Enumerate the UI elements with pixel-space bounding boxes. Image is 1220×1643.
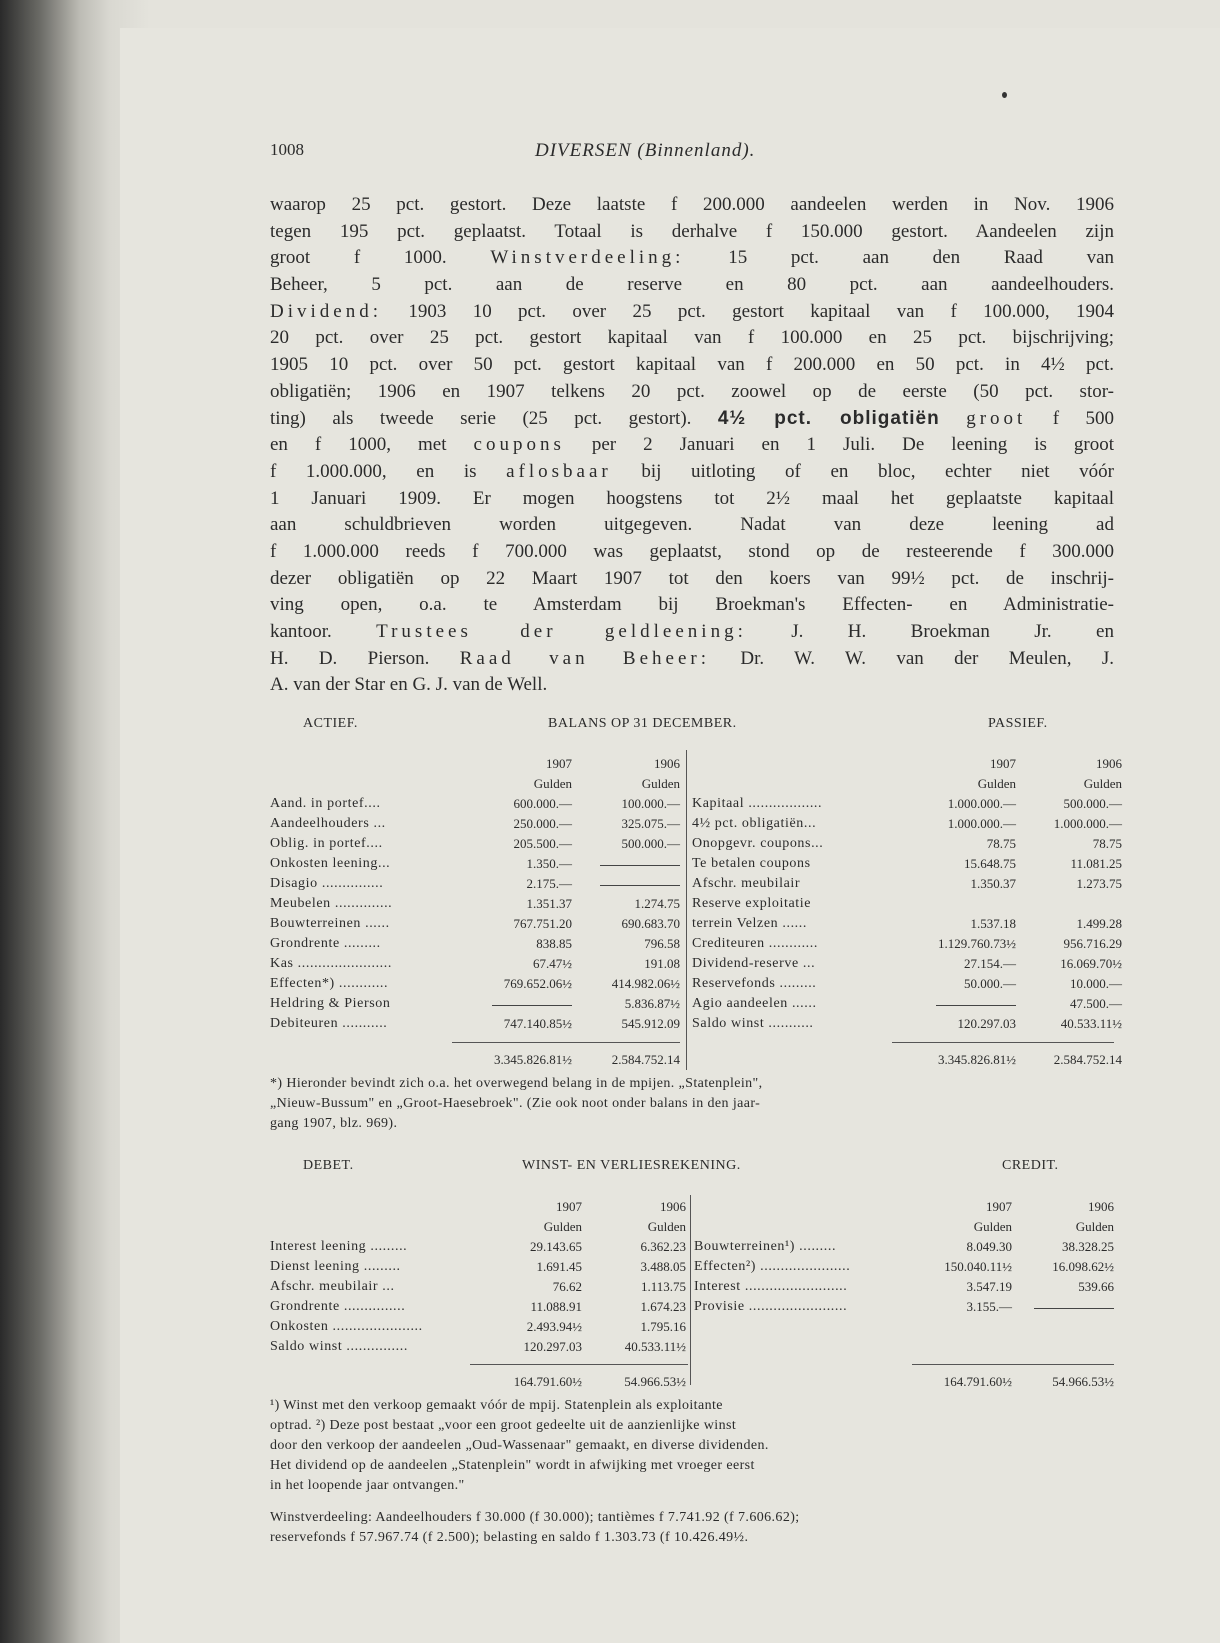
text-line: ting) als tweede serie (25 pct. gestort). 4½ pct. obligatiën groot f 500 — [270, 407, 1115, 429]
balans-actief-table: 1907 1906 Gulden Gulden Aand. in portef.... 600.000.— 100.000.— Aandeelhouders ... 250.000.— 325.075.— Oblig. in portef.... 205.500.— 500.000.— Onkosten leening... 1.350.— Disagio ............... 2.175.— Meubelen .............. 1.351.37 1.274.75 Bouwterreinen ...... 767.751.20 690.683.70 Grondrente ......... 838.85 796.58 Kas ....................... 67.47½ 191.08 Effecten*) ............ 769.652.06½ 414.982.06½ Heldring & Pierson 5.836.87½ Debiteuren ........... 747.140.85½ 545.912.09 — [270, 756, 680, 1031]
row-label: Dienst leening ......... — [270, 1259, 401, 1274]
winst-left-totals: 164.791.60½ 54.966.53½ — [513, 1374, 686, 1389]
row-label: Onkosten ...................... — [270, 1319, 423, 1334]
row-label: Provisie ........................ — [694, 1299, 848, 1314]
row-value: 11.088.91 — [530, 1299, 582, 1314]
row-value: 1.273.75 — [1076, 876, 1122, 891]
balans-footnote: *) Hieronder bevindt zich o.a. het overwegend belang in de mpijen. „Statenplein", „Nieuw-Bussum" en „Groot-Haesebroek". (Zie ook noot onder balans in den jaar- gang 1907, blz. 969). — [270, 1076, 763, 1131]
row-label: Afschr. meubilair ... — [270, 1279, 395, 1294]
text-line: aan schuldbrieven worden uitgegeven. Nadat van deze leening ad — [270, 514, 1114, 536]
row-label: Saldo winst ............... — [270, 1339, 408, 1354]
spaced-heading: coupons — [473, 434, 565, 456]
row-label: Aand. in portef.... — [270, 796, 381, 811]
total-rule — [892, 1042, 1114, 1043]
row-value: 3.547.19 — [966, 1279, 1012, 1294]
row-value: 78.75 — [1092, 836, 1122, 851]
row-label: Debiteuren ........... — [270, 1016, 388, 1031]
row-value: 150.040.11½ — [944, 1259, 1012, 1274]
text-line: tegen 195 pct. geplaatst. Totaal is derhalve f 150.000 gestort. Aandeelen zijn — [270, 220, 1114, 242]
table-row — [270, 972, 680, 992]
table-row — [692, 1012, 1122, 1032]
table-row — [270, 1335, 686, 1355]
row-label: Meubelen .............. — [270, 896, 393, 911]
column-rule — [690, 1195, 691, 1385]
table-row — [694, 1275, 1114, 1295]
row-value: 690.683.70 — [621, 916, 680, 931]
dash-rule — [936, 1005, 1016, 1006]
row-value: 796.58 — [644, 936, 680, 951]
text-line: 20 pct. over 25 pct. gestort kapitaal van f 100.000 en 25 pct. bijschrijving; — [270, 327, 1114, 349]
total-rule — [470, 1364, 688, 1365]
table-row — [692, 912, 1122, 932]
row-value: 50.000.— — [964, 976, 1016, 991]
row-label: Grondrente ......... — [270, 936, 381, 951]
row-label: Effecten²) ...................... — [694, 1259, 851, 1274]
row-value: 600.000.— — [513, 796, 572, 811]
table-row — [270, 832, 680, 852]
balans-right-totals: 3.345.826.81½ 2.584.752.14 — [938, 1052, 1122, 1067]
row-value: 27.154.— — [964, 956, 1016, 971]
row-value: 1.350.— — [526, 856, 572, 871]
row-value: 5.836.87½ — [624, 996, 680, 1011]
winst-footnote: ¹) Winst met den verkoop gemaakt vóór de mpij. Statenplein als exploitante optrad. ²) Deze post bestaat „voor een groot gedeelte uit de aanzienlijke winst door den verkoop der aandeelen „Oud-Wassenaar" gemaakt, en diverse dividenden. Het dividend op de aandeelen „Statenplein" wordt in afwijking met vroeger eerst in het loopende jaar ontvangen." — [270, 1398, 769, 1493]
row-value — [572, 872, 680, 892]
balans-left-heading: ACTIEF. — [303, 716, 358, 731]
row-label: Bouwterreinen ...... — [270, 916, 390, 931]
row-label: Te betalen coupons — [692, 856, 811, 871]
row-value: 3.155.— — [966, 1299, 1012, 1314]
table-row — [692, 852, 1122, 872]
row-label: Onkosten leening... — [270, 856, 391, 871]
row-value: 1.000.000.— — [1053, 816, 1122, 831]
row-label: Interest leening ......... — [270, 1239, 408, 1254]
dash-rule — [600, 865, 680, 866]
row-value: 1.129.760.73½ — [938, 936, 1016, 951]
row-label: Afschr. meubilair — [692, 876, 801, 891]
row-value: 956.716.29 — [1063, 936, 1122, 951]
row-value: 1.537.18 — [970, 916, 1016, 931]
row-label: Onopgevr. coupons... — [692, 836, 824, 851]
table-row — [692, 952, 1122, 972]
table-row — [694, 1295, 1114, 1315]
table-row — [692, 892, 1122, 912]
row-value — [902, 992, 1016, 1012]
table-row — [692, 972, 1122, 992]
row-label: 4½ pct. obligatiën... — [692, 816, 817, 831]
winst-left-heading: DEBET. — [303, 1158, 354, 1173]
row-value: 100.000.— — [621, 796, 680, 811]
row-label: Reserve exploitatie — [692, 896, 812, 911]
column-rule — [686, 750, 687, 1070]
text-line: obligatiën; 1906 en 1907 telkens 20 pct. zoowel op de eerste (50 pct. stor- — [270, 380, 1114, 402]
bold-heading: 4½ pct. obligatiën — [717, 407, 940, 429]
row-value: 47.500.— — [1070, 996, 1122, 1011]
row-value: 15.648.75 — [964, 856, 1016, 871]
row-label: Heldring & Pierson — [270, 996, 391, 1011]
table-row — [692, 872, 1122, 892]
row-value: 6.362.23 — [640, 1239, 686, 1254]
row-label: Kas ....................... — [270, 956, 392, 971]
row-label: Oblig. in portef.... — [270, 836, 383, 851]
row-value: 8.049.30 — [966, 1239, 1012, 1254]
row-value: 40.533.11½ — [1060, 1016, 1122, 1031]
spaced-heading: Dividend: — [270, 300, 382, 322]
table-row — [270, 1012, 680, 1032]
row-label: Interest ......................... — [694, 1279, 848, 1294]
row-label: Effecten*) ............ — [270, 976, 389, 991]
page-number: 1008 — [270, 140, 304, 159]
row-label: Kapitaal .................. — [692, 796, 823, 811]
row-value: 1.499.28 — [1076, 916, 1122, 931]
row-value: 10.000.— — [1070, 976, 1122, 991]
row-value: 38.328.25 — [1062, 1239, 1114, 1254]
row-label: Crediteuren ............ — [692, 936, 818, 951]
row-value: 120.297.03 — [957, 1016, 1016, 1031]
text-line: A. van der Star en G. J. van de Well. — [270, 674, 548, 696]
row-value: 205.500.— — [513, 836, 572, 851]
spaced-heading: Trustees der geldleening: — [376, 621, 747, 642]
row-value: 29.143.65 — [530, 1239, 582, 1254]
row-value: 3.488.05 — [640, 1259, 686, 1274]
total-rule — [452, 1042, 680, 1043]
table-row — [270, 1255, 686, 1275]
text-line: dezer obligatiën op 22 Maart 1907 tot den koers van 99½ pct. de inschrij- — [270, 567, 1114, 589]
table-row — [270, 1295, 686, 1315]
table-row — [692, 832, 1122, 852]
row-label: Reservefonds ......... — [692, 976, 817, 991]
winst-credit-table: 1907 1906 Gulden Gulden Bouwterreinen¹) ......... 8.049.30 38.328.25 Effecten²) ...................... 150.040.11½ 16.098.62½ Interest ......................... 3.547.19 539.66 Provisie ........................ 3.155.— — [694, 1199, 1114, 1314]
row-value: 250.000.— — [513, 816, 572, 831]
winstverdeeling: Winstverdeeling: Aandeelhouders f 30.000 (f 30.000); tantièmes f 7.741.92 (f 7.606.62); reservefonds f 57.967.74 (f 2.500); belasting en saldo f 1.303.73 (f 10.426.49½. — [270, 1510, 800, 1545]
row-value: 1.000.000.— — [947, 816, 1016, 831]
table-row — [270, 872, 680, 892]
table-row — [270, 1235, 686, 1255]
balans-title: BALANS OP 31 DECEMBER. — [548, 716, 737, 731]
row-label: Saldo winst ........... — [692, 1016, 814, 1031]
row-label: Grondrente ............... — [270, 1299, 406, 1314]
spaced-heading: Raad van Beheer: — [459, 647, 710, 669]
row-value: 1.113.75 — [640, 1279, 686, 1294]
row-value: 500.000.— — [1063, 796, 1122, 811]
row-value: 1.350.37 — [970, 876, 1016, 891]
text-line: kantoor. Trustees der geldleening: J. H. Broekman Jr. en — [270, 621, 1114, 642]
table-row — [270, 852, 680, 872]
row-label: Agio aandeelen ...... — [692, 996, 817, 1011]
row-value: 40.533.11½ — [624, 1339, 686, 1354]
table-row — [692, 812, 1122, 832]
ink-speck — [1002, 92, 1007, 98]
row-value: 16.098.62½ — [1052, 1259, 1114, 1274]
text-line: Dividend: 1903 10 pct. over 25 pct. gestort kapitaal van f 100.000, 1904 — [270, 300, 1115, 322]
balans-passief-table: 1907 1906 Gulden Gulden Kapitaal .................. 1.000.000.— 500.000.— 4½ pct. obligatiën... 1.000.000.— 1.000.000.— Onopgevr. coupons... 78.75 78.75 Te betalen coupons 15.648.75 11.081.25 Afschr. meubilair 1.350.37 1.273.75 Reserve exploitatie terrein Velzen ...... 1.537.18 1.499.28 Crediteuren ............ 1.129.760.73½ 956.716.29 Dividend-reserve ... 27.154.— 16.069.70½ Reservefonds ......... 50.000.— 10.000.— Agio aandeelen ...... 47.500.— Saldo winst ........... 120.297.03 40.533.11½ — [692, 756, 1122, 1031]
row-value: 11.081.25 — [1070, 856, 1122, 871]
row-value: 1.351.37 — [526, 896, 572, 911]
row-value: 767.751.20 — [513, 916, 572, 931]
text-line: Beheer, 5 pct. aan de reserve en 80 pct. aan aandeelhouders. — [270, 274, 1114, 296]
table-row — [270, 932, 680, 952]
text-line: f 1.000.000, en is aflosbaar bij uitloting of en bloc, echter niet vóór — [270, 460, 1114, 482]
row-value: 16.069.70½ — [1060, 956, 1122, 971]
row-value: 325.075.— — [621, 816, 680, 831]
row-label: Disagio ............... — [270, 876, 384, 891]
row-value: 1.795.16 — [640, 1319, 686, 1334]
row-value: 2.493.94½ — [526, 1319, 582, 1334]
text-line: 1905 10 pct. over 50 pct. gestort kapitaal van f 200.000 en 50 pct. in 4½ pct. — [270, 354, 1114, 376]
row-value: 769.652.06½ — [503, 976, 572, 991]
row-value: 838.85 — [536, 936, 572, 951]
dash-rule — [600, 885, 680, 886]
row-value: 414.982.06½ — [611, 976, 680, 991]
text-line: en f 1000, met coupons per 2 Januari en 1 Juli. De leening is groot — [270, 434, 1115, 456]
table-row — [270, 1315, 686, 1335]
text-line: groot f 1000. Winstverdeeling: 15 pct. aan den Raad van — [270, 247, 1115, 269]
row-value: 78.75 — [986, 836, 1016, 851]
row-value: 1.691.45 — [536, 1259, 582, 1274]
row-value: 1.674.23 — [640, 1299, 686, 1314]
body-paragraph — [270, 192, 1114, 699]
row-value: 539.66 — [1078, 1279, 1114, 1294]
table-row — [270, 1275, 686, 1295]
spaced-heading: Winstverdeeling: — [490, 247, 685, 269]
table-row — [270, 952, 680, 972]
total-rule — [912, 1364, 1114, 1365]
row-value: 2.175.— — [526, 876, 572, 891]
text-line: f 1.000.000 reeds f 700.000 was geplaatst, stond op de resteerende f 300.000 — [270, 540, 1114, 562]
dash-rule — [492, 1005, 572, 1006]
winst-debet-table: 1907 1906 Gulden Gulden Interest leening ......... 29.143.65 6.362.23 Dienst leening ......... 1.691.45 3.488.05 Afschr. meubilair ... 76.62 1.113.75 Grondrente ............... 11.088.91 1.674.23 Onkosten ...................... 2.493.94½ 1.795.16 Saldo winst ............... 120.297.03 40.533.11½ — [270, 1199, 686, 1354]
row-value — [460, 992, 572, 1012]
row-label: Bouwterreinen¹) ......... — [694, 1239, 837, 1254]
row-value: 747.140.85½ — [503, 1016, 572, 1031]
text-line: ving open, o.a. te Amsterdam bij Broekman's Effecten- en Administratie- — [270, 594, 1114, 616]
row-label: terrein Velzen ...... — [692, 916, 807, 931]
row-value: 500.000.— — [621, 836, 680, 851]
row-value: 120.297.03 — [523, 1339, 582, 1354]
row-value: 191.08 — [644, 956, 680, 971]
row-value: 1.274.75 — [634, 896, 680, 911]
table-row — [692, 792, 1122, 812]
text-line: waarop 25 pct. gestort. Deze laatste f 200.000 aandeelen werden in Nov. 1906 — [270, 194, 1114, 215]
row-value: 545.912.09 — [621, 1016, 680, 1031]
winst-title: WINST- EN VERLIESREKENING. — [522, 1158, 741, 1173]
row-value: 1.000.000.— — [947, 796, 1016, 811]
text-line: H. D. Pierson. Raad van Beheer: Dr. W. W. van der Meulen, J. — [270, 647, 1115, 669]
winst-right-heading: CREDIT. — [1002, 1158, 1059, 1173]
row-value — [572, 852, 680, 872]
table-row — [270, 912, 680, 932]
row-value: 76.62 — [552, 1279, 582, 1294]
table-row — [692, 932, 1122, 952]
spaced-heading: aflosbaar — [506, 460, 612, 482]
row-value — [1016, 892, 1122, 912]
row-label: Aandeelhouders ... — [270, 816, 386, 831]
dash-rule — [1034, 1308, 1114, 1309]
balans-left-totals: 3.345.826.81½ 2.584.752.14 — [494, 1052, 680, 1067]
table-row — [270, 792, 680, 812]
row-value — [1012, 1295, 1114, 1315]
table-row — [270, 812, 680, 832]
balans-right-heading: PASSIEF. — [988, 716, 1048, 731]
table-row — [694, 1255, 1114, 1275]
row-value — [902, 892, 1016, 912]
row-value: 67.47½ — [533, 956, 572, 971]
running-title: DIVERSEN (Binnenland). — [535, 140, 756, 161]
table-row — [270, 892, 680, 912]
row-label: Dividend-reserve ... — [692, 956, 816, 971]
winst-right-totals: 164.791.60½ 54.966.53½ — [943, 1374, 1114, 1389]
table-row — [270, 992, 680, 1012]
table-row — [694, 1235, 1114, 1255]
table-row — [692, 992, 1122, 1012]
text-line: 1 Januari 1909. Er mogen hoogstens tot 2½ maal het geplaatste kapitaal — [270, 487, 1114, 509]
